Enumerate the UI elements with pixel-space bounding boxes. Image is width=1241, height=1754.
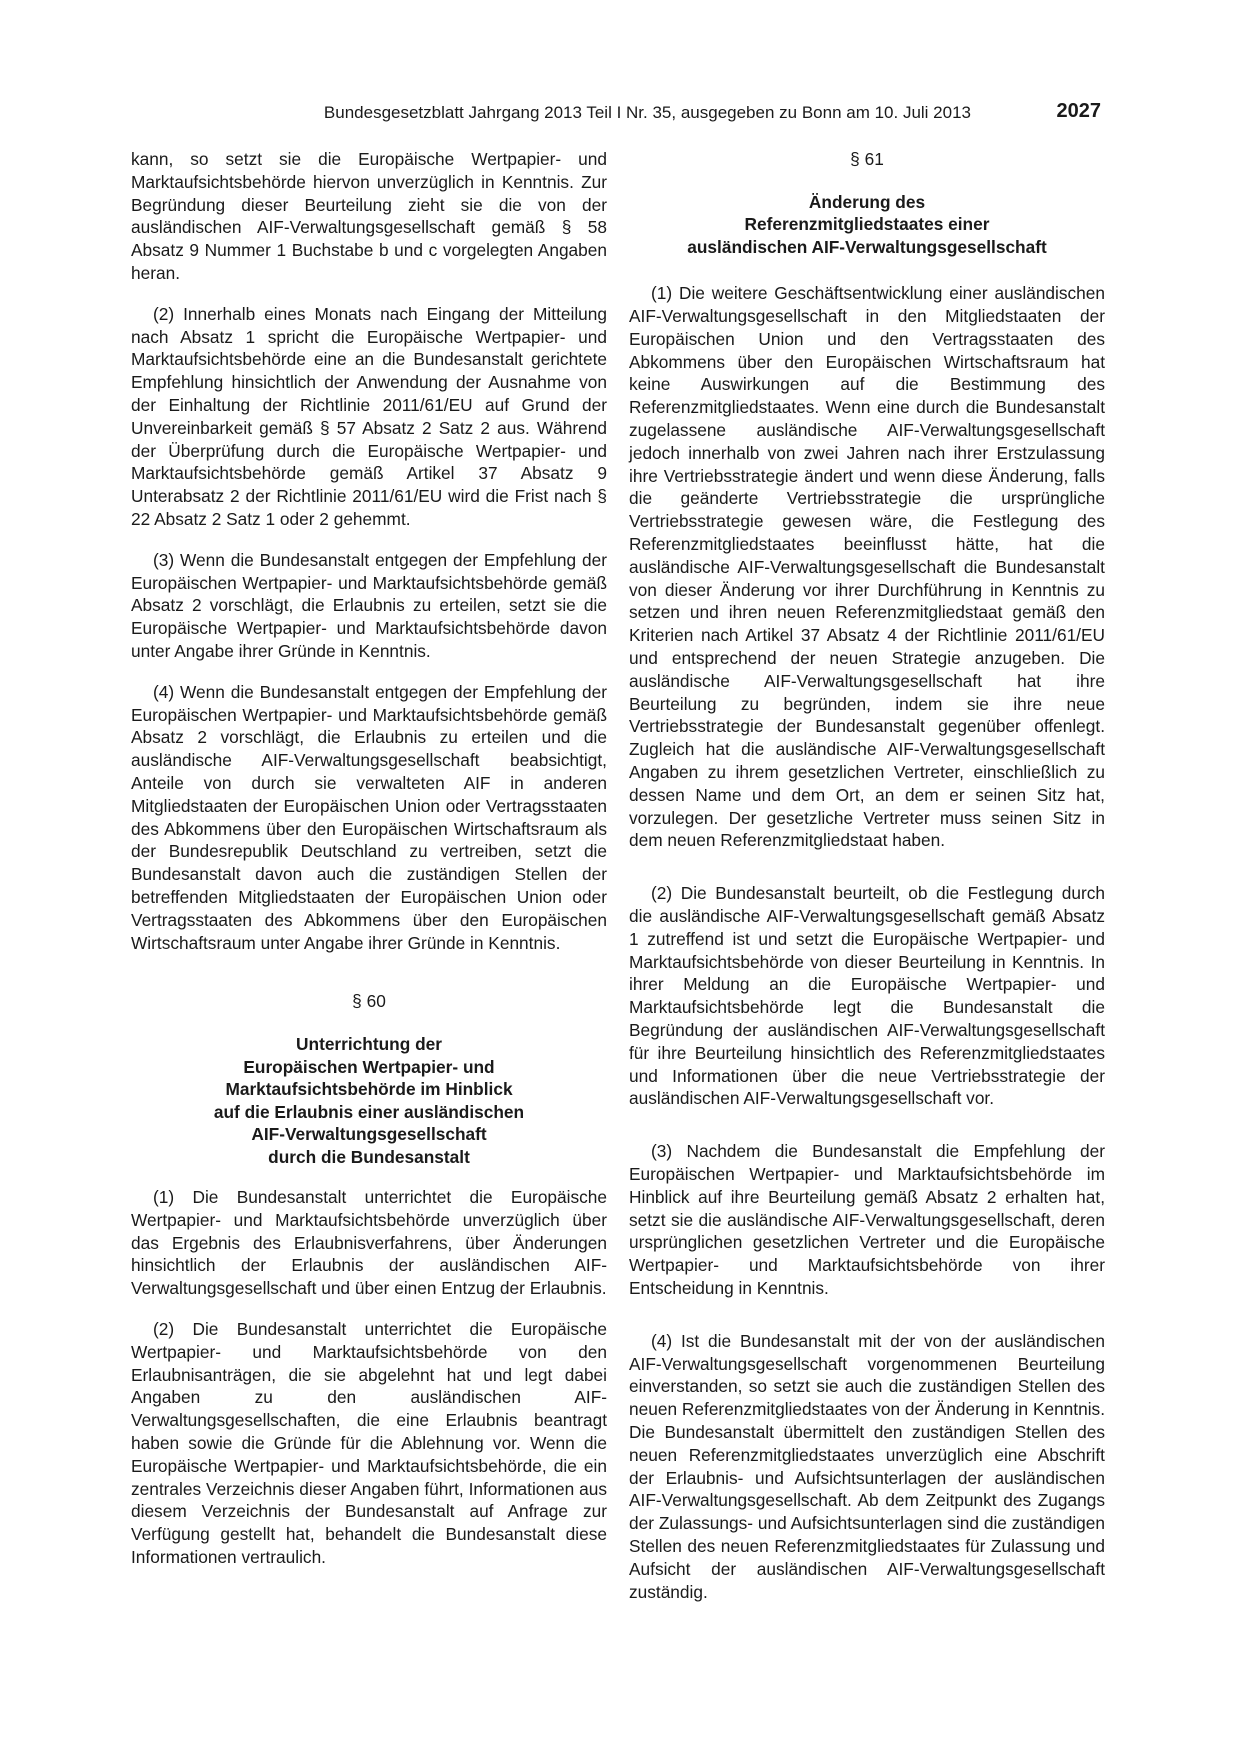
section-61-title [629, 191, 1105, 259]
section-61-number: § 61 [850, 149, 884, 169]
section-60-title-line: Unterrichtung der [296, 1034, 442, 1055]
s61-paragraph-1: (1) Die weitere Geschäftsentwicklung einer ausländischen AIF-Verwaltungsgesellschaft in den Mitgliedstaaten der Europäischen Union und den Vertragsstaaten des Abkommens über den Europäischen Wirtschaftsraum hat keine Auswirkungen auf die Bestimmung des Referenzmitgliedstaates. Wenn eine durch die Bundesanstalt zugelassene ausländische AIF-Verwaltungsgesellschaft jedoch innerhalb von zwei Jahren nach ihrer Erstzulassung ihre Vertriebsstrategie ändert und wenn diese Änderung, falls die geänderte Vertriebsstrategie die ursprüngliche Vertriebsstrategie gewesen wäre, die Festlegung des Referenzmitgliedstaates beeinflusst hätte, hat die ausländische AIF-Verwaltungsgesellschaft die Bundesanstalt von dieser Änderung vor ihrer Durchführung in Kenntnis zu setzen und ihren neuen Referenzmitgliedstaat gemäß den Kriterien nach Artikel 37 Absatz 4 der Richtlinie 2011/61/EU und entsprechend der neuen Strategie anzugeben. Die ausländische AIF-Verwaltungsgesellschaft hat ihre Beurteilung zu begründen, indem sie ihre neue Vertriebsstrategie der Bundesanstalt gegenüber offenlegt. Zugleich hat die ausländische AIF-Verwaltungsgesellschaft Angaben zu ihrem gesetzlichen Vertreter, einschließlich zu dessen Name und dem Ort, an dem er seinen Sitz hat, vorzulegen. Der gesetzliche Vertreter muss seinen Sitz in dem neuen Referenzmitgliedstaat haben. [629, 283, 1105, 851]
section-60-title-line: AIF-Verwaltungsgesellschaft [251, 1124, 487, 1145]
section-spacer [131, 972, 607, 990]
left-column [131, 148, 607, 1587]
s59-paragraph-4: (4) Wenn die Bundesanstalt entgegen der Empfehlung der Europäischen Wertpapier- und Marktaufsichtsbehörde gemäß Absatz 2 vorschlägt, die Erlaubnis zu erteilen und die ausländische AIF-Verwaltungsgesellschaft beabsichtigt, Anteile von durch sie verwalteten AIF in anderen Mitgliedstaaten der Europäischen Union oder Vertragsstaaten des Abkommens über den Europäischen Wirtschaftsraum als der Bundesrepublik Deutschland zu vertreiben, setzt die Bundesanstalt davon auch die zuständigen Stellen der betreffenden Mitgliedstaaten der Europäischen Union oder Vertragsstaaten des Abkommens über den Europäischen Wirtschaftsraum unter Angabe ihrer Gründe in Kenntnis. [131, 681, 607, 953]
section-61-title-line: Referenzmitgliedstaates einer [744, 214, 990, 235]
s61-paragraph-3: (3) Nachdem die Bundesanstalt die Empfehlung der Europäischen Wertpapier- und Marktaufsichtsbehörde im Hinblick auf ihre Beurteilung gemäß Absatz 2 erhalten hat, setzt sie die ausländische AIF-Verwaltungsgesellschaft, deren ursprünglichen gesetzlichen Vertreter und die Europäische Wertpapier- und Marktaufsichtsbehörde von ihrer Entscheidung in Kenntnis. [629, 1141, 1105, 1298]
page-number: 2027 [1056, 100, 1101, 122]
s59-paragraph-2: (2) Innerhalb eines Monats nach Eingang der Mitteilung nach Absatz 1 spricht die Europäische Wertpapier- und Marktaufsichtsbehörde eine an die Bundesanstalt gerichtete Empfehlung hinsichtlich der Anwendung der Ausnahme von der Einhaltung der Richtlinie 2011/61/EU auf Grund der Unvereinbarkeit gemäß § 57 Absatz 2 Satz 2 aus. Während der Überprüfung durch die Europäische Wertpapier- und Marktaufsichtsbehörde gemäß Artikel 37 Absatz 9 Unterabsatz 2 der Richtlinie 2011/61/EU wird die Frist nach § 22 Absatz 2 Satz 1 oder 2 gehemmt. [131, 303, 607, 529]
page-header [130, 100, 1101, 128]
s60-paragraph-1: (1) Die Bundesanstalt unterrichtet die Europäische Wertpapier- und Marktaufsichtsbehörde unverzüglich über das Ergebnis des Erlaubnisverfahrens, über Änderungen hinsichtlich der Erlaubnis der ausländischen AIF-Verwaltungsgesellschaft und über einen Entzug der Erlaubnis. [131, 1187, 607, 1299]
continuation-paragraph: kann, so setzt sie die Europäische Wertpapier- und Marktaufsichtsbehörde hiervon unverzüglich in Kenntnis. Zur Begründung dieser Beurteilung zieht sie die von der ausländischen AIF-Verwaltungsgesellschaft gemäß § 58 Absatz 9 Nummer 1 Buchstabe b und c vorgelegten Angaben heran. [131, 149, 607, 283]
s60-paragraph-2: (2) Die Bundesanstalt unterrichtet die Europäische Wertpapier- und Marktaufsichtsbehörde von den Erlaubnisanträgen, die sie abgelehnt hat und legt dabei Angaben zu den ausländischen AIF-Verwaltungsgesellschaften, die eine Erlaubnis beantragt haben sowie die Gründe für die Ablehnung vor. Wenn die Europäische Wertpapier- und Marktaufsichtsbehörde, die ein zentrales Verzeichnis dieser Angaben führt, Informationen aus diesem Verzeichnis der Bundesanstalt auf Anfrage zur Verfügung gestellt hat, behandelt die Bundesanstalt diese Informationen vertraulich. [131, 1319, 607, 1568]
section-60-title-line: auf die Erlaubnis einer ausländischen [213, 1101, 525, 1122]
section-61-title-line: Änderung des [808, 191, 926, 212]
section-60-title-line: durch die Bundesanstalt [268, 1146, 470, 1167]
section-60-title [131, 1033, 607, 1168]
s61-paragraph-2: (2) Die Bundesanstalt beurteilt, ob die Festlegung durch die ausländische AIF-Verwaltungsgesellschaft gemäß Absatz 1 zutreffend ist und setzt die Europäische Wertpapier- und Marktaufsichtsbehörde von dieser Beurteilung in Kenntnis. In ihrer Meldung an die Europäische Wertpapier- und Marktaufsichtsbehörde legt die Bundesanstalt die Begründung der ausländischen AIF-Verwaltungsgesellschaft für ihre Beurteilung hinsichtlich des Referenzmitgliedstaates und Informationen über die neue Vertriebsstrategie der ausländischen AIF-Verwaltungsgesellschaft vor. [629, 883, 1105, 1109]
section-60-title-line: Europäischen Wertpapier- und [243, 1056, 495, 1077]
publication-line: Bundesgesetzblatt Jahrgang 2013 Teil I Nr. 35, ausgegeben zu Bonn am 10. Juli 2013 [323, 103, 971, 122]
s59-paragraph-3: (3) Wenn die Bundesanstalt entgegen der Empfehlung der Europäischen Wertpapier- und Marktaufsichtsbehörde gemäß Absatz 2 vorschlägt, die Erlaubnis zu erteilen, setzt sie die Europäische Wertpapier- und Marktaufsichtsbehörde davon unter Angabe ihrer Gründe in Kenntnis. [131, 549, 607, 661]
right-column [629, 148, 1105, 1621]
s61-paragraph-4: (4) Ist die Bundesanstalt mit der von der ausländischen AIF-Verwaltungsgesellschaft vorgenommenen Beurteilung einverstanden, so setzt sie auch die zuständigen Stellen des neuen Referenzmitgliedstaates von der Änderung in Kenntnis. Die Bundesanstalt übermittelt den zuständigen Stellen des neuen Referenzmitgliedstaates unverzüglich eine Abschrift der Erlaubnis- und Aufsichtsunterlagen der ausländischen AIF-Verwaltungsgesellschaft. Ab dem Zeitpunkt des Zugangs der Zulassungs- und Aufsichtsunterlagen sind die zuständigen Stellen des neuen Referenzmitgliedstaates für Zulassung und Aufsicht der ausländischen AIF-Verwaltungsgesellschaft zuständig. [629, 1330, 1105, 1602]
section-61-title-line: ausländischen AIF-Verwaltungsgesellschaft [687, 236, 1047, 257]
section-60-number: § 60 [352, 991, 386, 1012]
section-60-title-line: Marktaufsichtsbehörde im Hinblick [225, 1079, 513, 1100]
